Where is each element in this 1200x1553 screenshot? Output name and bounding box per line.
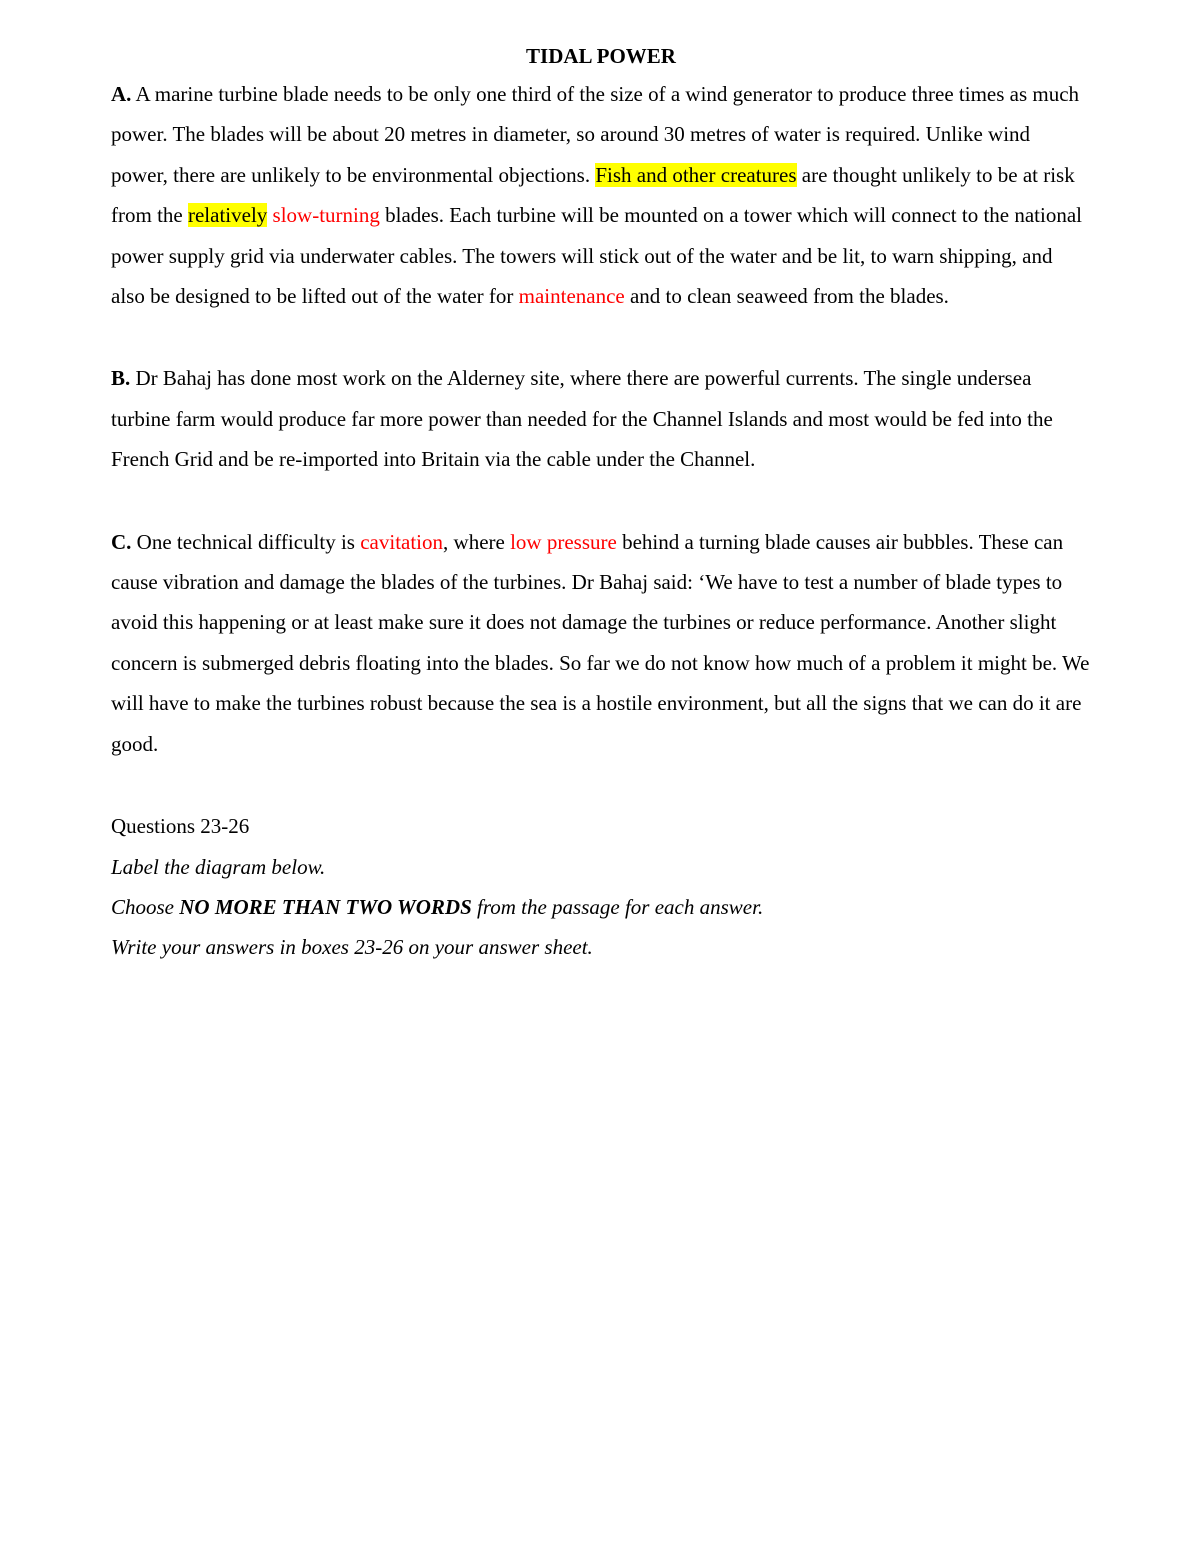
paragraph-c-text-2: , where [443, 529, 511, 554]
paragraph-c-text-3: behind a turning blade causes air bubbles. These can cause vibration and damage the blades of the turbines. Dr Bahaj said: ‘We have to test a number of blade types to avoid this happening or at least make sure it does not damage the turbines or reduce performance. Another slight concern is submerged debris floating into the blades. So far we do not know how much of a problem it might be. We will have to make the turbines robust because the sea is a hostile environment, but all the signs that we can do it are good. [111, 529, 1090, 756]
highlight-fish-creatures: Fish and other creatures [595, 162, 797, 187]
instruction-label-diagram: Label the diagram below. [111, 854, 326, 879]
paragraph-a-text-2: are thought unlikely to be at risk from the [111, 162, 1075, 228]
instruction-word-limit-bold: NO MORE THAN TWO WORDS [179, 894, 472, 919]
paragraph-b-text-1: Dr Bahaj has done most work on the Alderney site, where there are powerful currents. The single undersea turbine farm would produce far more power than needed for the Channel Islands and most would be fed into the French Grid and be re-imported into Britain via the cable under the Channel. [111, 366, 1053, 472]
document-title: TIDAL POWER [526, 44, 676, 68]
questions-heading: Questions 23-26 [111, 814, 250, 839]
red-slow-turning: slow-turning [272, 203, 380, 228]
paragraph-b-label: B. [111, 366, 131, 391]
paragraph-a-text-5: and to clean seaweed from the blades. [624, 284, 949, 309]
highlight-relatively: relatively [187, 203, 268, 228]
red-maintenance: maintenance [518, 284, 625, 309]
instruction-word-limit-pre: Choose [111, 894, 180, 919]
instruction-word-limit [111, 887, 1091, 927]
paragraph-c-text-1: One technical difficulty is [131, 529, 361, 554]
questions-section [111, 806, 1091, 968]
paragraph-a-text-1: A marine turbine blade needs to be only one third of the size of a wind generator to produce three times as much power. The blades will be about 20 metres in diameter, so around 30 metres of water is required. Unlike wind power, there are unlikely to be environmental objections. [111, 82, 1080, 187]
instruction-answer-boxes: Write your answers in boxes 23-26 on your answer sheet. [111, 935, 593, 960]
paragraph-c-label: C. [111, 529, 132, 554]
paragraph-a [111, 74, 1091, 316]
red-cavitation: cavitation [360, 529, 444, 554]
paragraph-c [111, 522, 1091, 764]
instruction-word-limit-post: from the passage for each answer. [471, 894, 764, 919]
red-low-pressure: low pressure [510, 529, 617, 554]
paragraph-b [111, 358, 1091, 479]
paragraph-a-label: A. [111, 82, 132, 106]
document-page [111, 40, 1091, 968]
paragraph-a-text-4: blades. Each turbine will be mounted on a tower which will connect to the national power supply grid via underwater cables. The towers will stick out of the water and be lit, to warn shipping, and also be designed to be lifted out of the water for [111, 203, 1082, 309]
